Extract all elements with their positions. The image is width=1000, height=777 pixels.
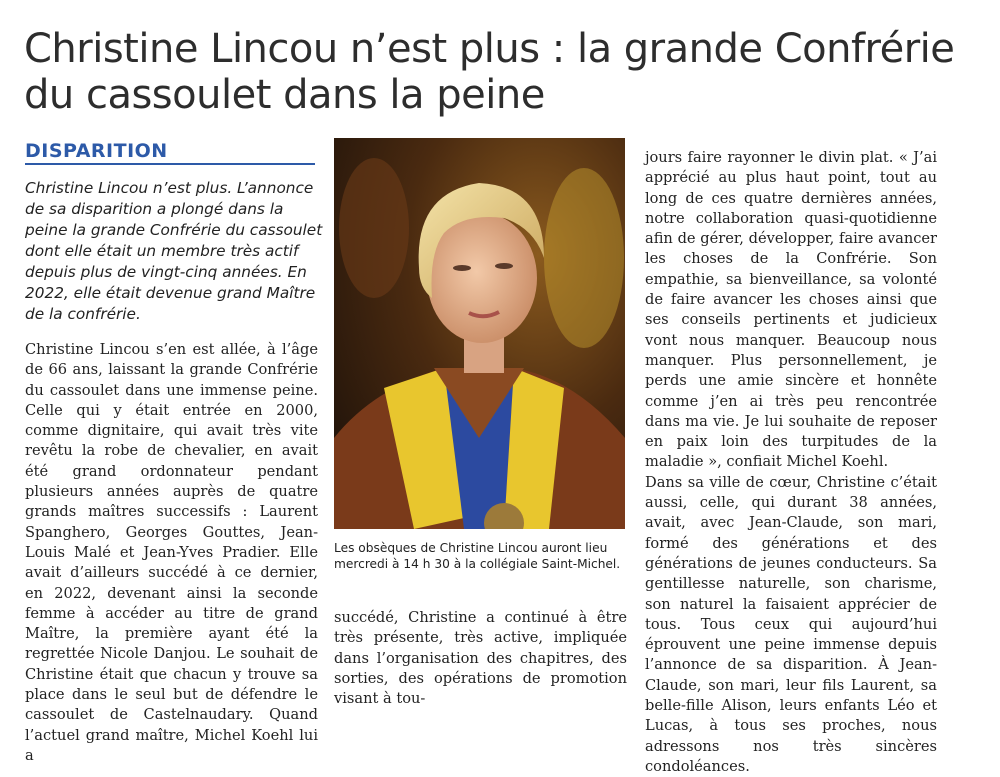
body-paragraph: Christine Lincou s’en est allée, à l’âge de 66 ans, laissant la grande Confrérie du cassoulet dans une immense peine. Celle qui y était entrée en 2000, comme dignitaire, qui avait très vite revêtu la robe de chevalier, en avait été grand ordonnateur pendant plusieurs années auprès de quatre grands maîtres successifs : Laurent Spanghero, Georges Gouttes, Jean-Louis Malé et Jean-Yves Pradier. Elle avait d’ailleurs succédé à ce dernier, en 2022, devenant ainsi la seconde femme à accéder au titre de grand Maître, la première ayant été la regrettée Nicole Danjou. Le souhait de Christine était que chacun y trouve sa place dans le seul but de défendre le cassoulet de Castelnaudary. Quand l’actuel grand maître, Michel Koehl lui a (25, 341, 318, 764)
body-paragraph: succédé, Christine a continué à être très présente, très active, impliquée dans l’organisation des chapitres, des sorties, des opérations de promotion visant à tou- (334, 609, 627, 708)
kicker-underline (25, 163, 315, 165)
article-headline (24, 26, 984, 118)
portrait-illustration (334, 138, 625, 529)
portrait-photo (334, 138, 625, 529)
body-paragraph: Dans sa ville de cœur, Christine c’était aussi, celle, qui durant 38 années, avait, avec Jean-Claude, son mari, formé des générations et des générations de jeunes conducteurs. Sa gentillesse naturelle, son charisme, son naturel la faisaient apprécier de tous. Tous ceux qui aujourd’hui éprouvent une peine immense depuis l’annonce de sa disparition. À Jean-Claude, son mari, leur fils Laurent, sa belle-fille Alison, leurs enfants Léo et Lucas, à tous ses proches, nous adressons nos très sincères condoléances. (645, 473, 937, 775)
body-column-3 (645, 148, 937, 777)
article-lead: Christine Lincou n’est plus. L’annonce de sa disparition a plongé dans la peine la grande Confrérie du cassoulet dont elle était un membre très actif depuis plus de vingt-cinq années. En 2022, elle était devenue grand Maître de la confrérie. (25, 179, 323, 323)
headline-line-1: Christine Lincou n’est plus : la grande Confrérie (24, 26, 955, 72)
photo-caption: Les obsèques de Christine Lincou auront lieu mercredi à 14 h 30 à la collégiale Saint-Michel. (334, 541, 621, 571)
body-column-2 (334, 608, 627, 709)
headline-line-2: du cassoulet dans la peine (24, 72, 545, 118)
section-kicker: DISPARITION (25, 140, 168, 162)
body-column-1 (25, 340, 318, 766)
body-paragraph: jours faire rayonner le divin plat. « J’ai apprécié au plus haut point, tout au long de ces quatre dernières années, notre collaboration quasi-quotidienne afin de gérer, développer, faire avancer les choses de la Confrérie. Son empathie, sa bienveillance, sa volonté de faire avancer les choses ainsi que ses conseils pertinents et judicieux vont nous manquer. Beaucoup nous manquer. Plus personnellement, je perds une amie sincère et honnête comme j’en ai très peu rencontrée dans ma vie. Je lui souhaite de reposer en paix loin des turpitudes de la maladie », confiait Michel Koehl. (645, 149, 937, 471)
